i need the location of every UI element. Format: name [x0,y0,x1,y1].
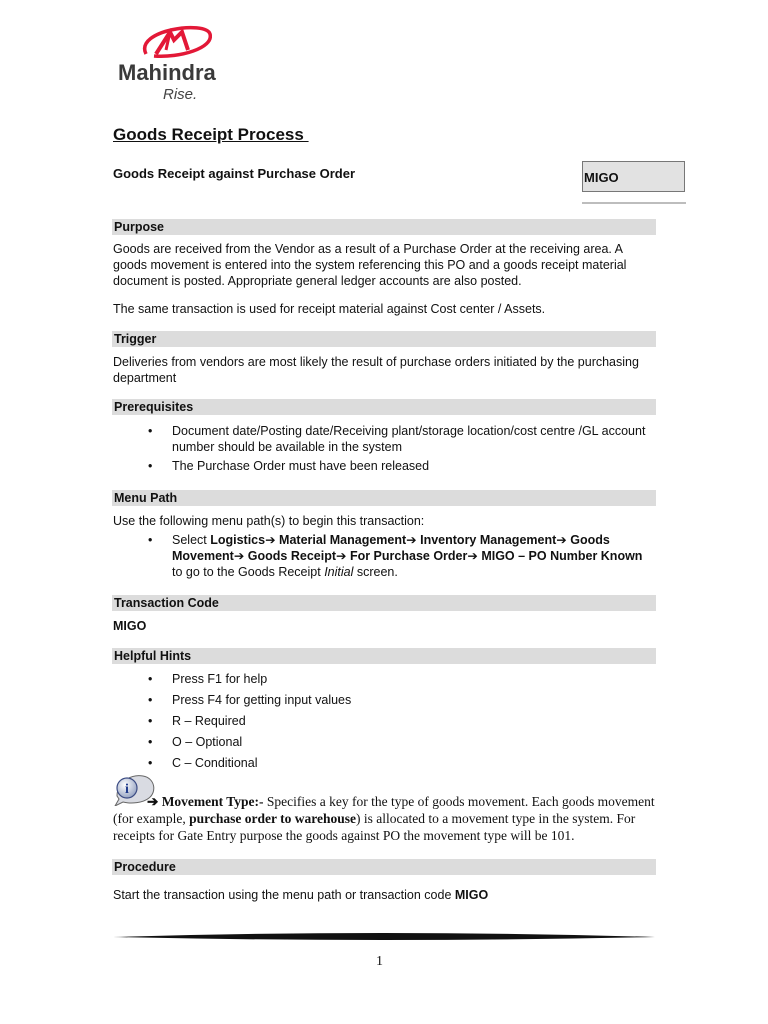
list-item: • R – Required [113,713,658,729]
transaction-code-value: MIGO [113,619,147,633]
menu-path-step: Material Management [279,533,407,547]
menu-path-item: • Select Logistics➔ Material Management➔ Inventory Management➔ Goods Movement➔ Goods Receipt➔ For Purchase Order➔ MIGO – PO Number Known to go to the Goods Receipt Initial screen. [113,532,658,580]
arrow-right-icon: ➔ [147,794,162,809]
movement-type-note: ➔ Movement Type:- Specifies a key for the type of goods movement. Each goods movement (for example, purchase order to warehouse) is allocated to a movement type in the system. For receipts for Gate Entry purpose the goods against PO the movement type will be 101. [113,794,658,843]
brand-tagline: Rise. [163,86,198,103]
list-item: • O – Optional [113,734,658,750]
page-title: Goods Receipt Process [113,125,309,144]
menu-path-step: Inventory Management [420,533,557,547]
arrow-right-icon: ➔ [556,533,571,547]
purpose-paragraph-2: The same transaction is used for receipt material against Cost center / Assets. [113,302,546,316]
list-item: • Press F1 for help [113,671,658,687]
procedure-text: Start the transaction using the menu path or transaction code MIGO [113,888,489,902]
prerequisites-list [113,423,658,474]
page-number: 1 [376,954,383,969]
section-heading-helpful-hints: Helpful Hints [112,648,656,664]
list-item: • Document date/Posting date/Receiving plant/storage location/cost centre /GL account number should be available in the system [113,423,658,455]
menu-path-list [113,532,658,580]
badge-underline [582,202,686,204]
arrow-right-icon: ➔ [336,549,350,563]
footer-divider [113,930,655,944]
section-heading-menu-path: Menu Path [112,490,656,506]
page-subtitle: Goods Receipt against Purchase Order [113,166,356,181]
menu-path-step: MIGO – PO Number Known [481,549,643,563]
purpose-paragraph: Goods are received from the Vendor as a result of a Purchase Order at the receiving area. A goods movement is entered into the system referencing this PO and a goods receipt material document is posted. Appropriate general ledger accounts are also posted. [113,242,627,288]
helpful-hints-list [113,671,658,771]
note-term: Movement Type:- [161,794,264,809]
menu-path-step: Goods Movement [172,533,610,563]
arrow-right-icon: ➔ [265,533,280,547]
section-heading-transaction-code: Transaction Code [112,595,656,611]
arrow-right-icon: ➔ [406,533,421,547]
list-item: • The Purchase Order must have been released [113,458,658,474]
menu-path-intro: Use the following menu path(s) to begin this transaction: [113,514,425,528]
list-item: • C – Conditional [113,755,658,771]
transaction-badge: MIGO [582,161,685,192]
svg-text:i: i [125,782,129,797]
menu-path-step: For Purchase Order [349,549,468,563]
arrow-right-icon: ➔ [233,549,248,563]
brand-name: Mahindra [118,60,216,85]
arrow-right-icon: ➔ [467,549,482,563]
trigger-text: Deliveries from vendors are most likely the result of purchase orders initiated by the purchasing department [113,355,639,385]
section-heading-trigger: Trigger [112,331,656,347]
section-heading-prerequisites: Prerequisites [112,399,656,415]
menu-path-step: Goods Receipt [247,549,336,563]
list-item: • Press F4 for getting input values [113,692,658,708]
menu-path-step: Logistics [210,533,266,547]
section-heading-procedure: Procedure [112,859,656,875]
mahindra-logo-icon [140,24,212,60]
section-heading-purpose: Purpose [112,219,656,235]
procedure-code: MIGO [454,888,489,902]
